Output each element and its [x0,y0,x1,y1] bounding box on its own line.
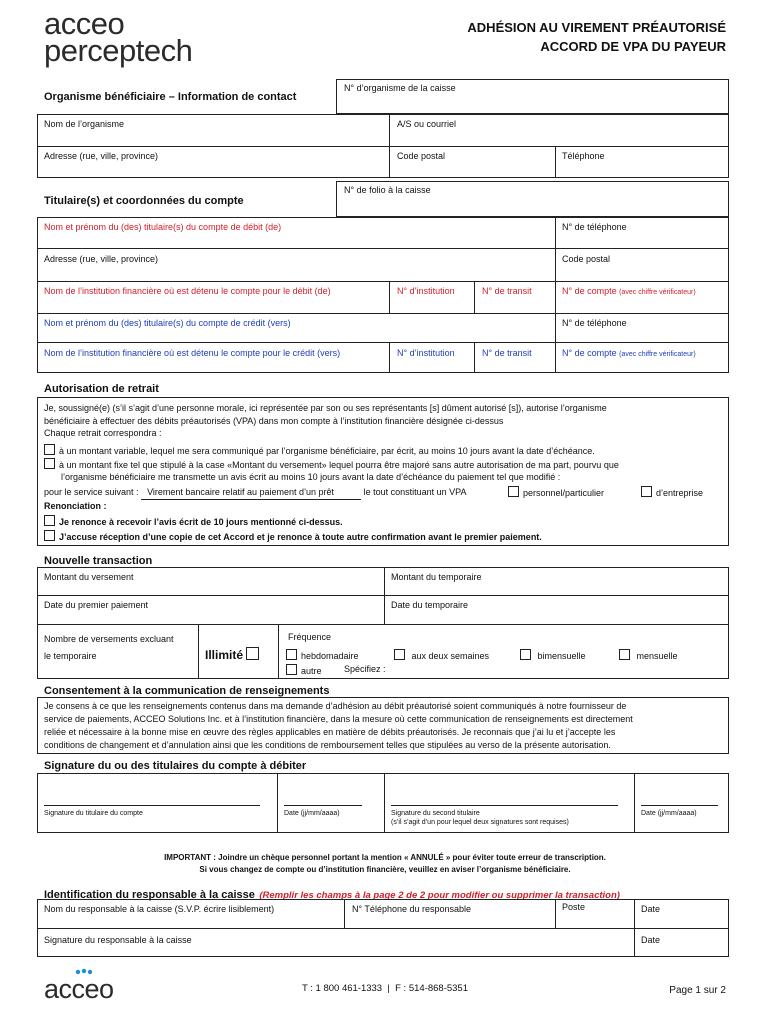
debit-transit-label: N° de transit [482,286,532,296]
semimonthly-label: bimensuelle [537,651,586,661]
responsible-heading: Identification du responsable à la caisse [44,889,255,901]
auth-heading: Autorisation de retrait [44,383,159,395]
credit-transit-label: N° de transit [482,348,532,358]
temp-amount-label: Montant du temporaire [391,572,482,582]
credit-institution-name-label: Nom de l’institution financière où est détenu le compte pour le crédit (vers) [44,348,341,358]
waiver-title: Renonciation : [44,501,107,511]
service-field[interactable] [141,486,361,500]
holder-signature-line[interactable] [44,805,260,806]
org-postal-label: Code postal [397,151,446,161]
fixed-amount-label: à un montant fixe tel que stipulé à la case «Montant du versement» lequel pourra être majoré sans autre autorisation de ma part, pourvu que [59,460,619,470]
responsible-date2-label: Date [641,935,661,945]
important-line-2: Si vous changez de compte ou d’institution financière, veuillez en aviser l’organisme bénéficiaire. [199,865,571,874]
consent-line-3: reliée et nécessaire à la bonne mise en œuvre des règles applicables en matière de débits préautorisés. Je reconnais que j’ai lu et j’accepte les [44,727,616,737]
responsible-note: (Remplir les champs à la page 2 de 2 pour modifier ou supprimer la transaction) [259,890,620,901]
org-contact-label: A/S ou courriel [397,119,457,129]
specify-label: Spécifiez : [344,664,386,674]
footer-contact: T : 1 800 461-1333 | F : 514-868-5351 [301,983,469,994]
first-date-label: Date du premier paiement [44,600,149,610]
unlimited-label: Illimité [205,648,244,662]
personal-label: personnel/particulier [523,488,605,498]
consent-line-4: conditions de changement et d’annulation ainsi que les conditions de remboursement telles que stipulées au verso de la présente autorisation. [44,740,611,750]
debit-institution-number-label: N° d’institution [397,286,455,296]
divider [277,773,278,833]
divider [37,928,729,929]
amount-label: Montant du versement [44,572,134,582]
semimonthly-checkbox[interactable] [520,649,531,660]
date2-line[interactable] [641,805,718,806]
divider [344,899,345,928]
debit-phone-label: N° de téléphone [562,222,627,232]
divider [37,248,729,249]
divider [278,624,279,679]
biweekly-label: aux deux semaines [411,651,490,661]
holder-signature-label: Signature du titulaire du compte [44,810,143,817]
second-signature-label: Signature du second titulaire [391,810,480,817]
monthly-label: mensuelle [636,651,678,661]
logo-line2: perceptech [44,33,193,68]
title-line1: ADHÉSION AU VIREMENT PRÉAUTORISÉ [467,20,726,35]
holder-address-label: Adresse (rue, ville, province) [44,254,159,264]
auth-text [44,402,724,440]
divider [389,281,390,313]
fixed-amount-checkbox[interactable] [44,458,55,469]
service-value: Virement bancaire relatif au paiement d’un prêt [147,487,335,497]
holder-heading: Titulaire(s) et coordonnées du compte [44,195,244,207]
divider [37,595,729,596]
temp-date-label: Date du temporaire [391,600,469,610]
acceo-perceptech-logo [44,6,193,68]
signature-box [37,773,729,833]
variable-amount-label: à un montant variable, lequel me sera communiqué par l’organisme bénéficiaire, par écrit, au moins 10 jours avant la date d’échéance. [59,446,595,456]
auth-option-fixed [44,458,724,472]
account-label: N° de compte [562,348,617,358]
org-name-label: Nom de l’organisme [44,119,125,129]
personal-checkbox[interactable] [508,486,519,497]
unlimited-checkbox[interactable] [246,647,259,660]
business-label: d’entreprise [656,488,704,498]
waiver2-checkbox[interactable] [44,530,55,541]
org-number-label: N° d’organisme de la caisse [344,83,456,93]
waiver-option-1 [44,515,343,529]
monthly-checkbox[interactable] [619,649,630,660]
variable-amount-checkbox[interactable] [44,444,55,455]
waiver2-label: J’accuse réception d’une copie de cet Accord et je renonce à toute autre confirmation avant le premier paiement. [59,532,542,542]
divider [389,114,390,178]
waiver1-checkbox[interactable] [44,515,55,526]
footer-logo-text: acceo [44,974,114,1004]
responsible-phone-label: N° Téléphone du responsable [352,904,472,914]
divider [634,773,635,833]
org-phone-label: Téléphone [562,151,605,161]
service-suffix: le tout constituant un VPA [363,487,467,497]
other-label: autre [301,666,322,676]
divider [634,899,635,957]
biweekly-checkbox[interactable] [394,649,405,660]
debit-holder-label: Nom et prénom du (des) titulaire(s) du compte de débit (de) [44,222,282,232]
waiver1-label: Je renonce à recevoir l’avis écrit de 10 jours mentionné ci-dessus. [59,517,343,527]
business-checkbox[interactable] [641,486,652,497]
credit-holder-label: Nom et prénom du (des) titulaire(s) du compte de crédit (vers) [44,318,291,328]
responsible-name-label: Nom du responsable à la caisse (S.V.P. écrire lisiblement) [44,904,275,914]
important-note [0,852,770,876]
transaction-table [37,567,729,679]
divider [474,342,475,373]
divider [37,313,729,314]
credit-account-label [562,348,696,358]
other-checkbox[interactable] [286,664,297,675]
frequency-label: Fréquence [288,632,332,642]
signature-date-label: Date (jj/mm/aaaa) [284,810,340,817]
auth-intro-3: Chaque retrait correspondra : [44,428,162,438]
page-number: Page 1 sur 2 [669,985,726,996]
transaction-heading: Nouvelle transaction [44,555,153,567]
account-label: N° de compte [562,286,617,296]
weekly-option [286,649,359,661]
credit-institution-number-label: N° d’institution [397,348,455,358]
auth-intro-2: bénéficiaire à effectuer des débits préautorisés (VPA) dans mon compte à l’institution financière désignée ci-dessus [44,415,504,426]
second-signature-line[interactable] [391,805,618,806]
title-line2: ACCORD DE VPA DU PAYEUR [540,39,726,54]
account-note: (avec chiffre vérificateur) [619,351,696,358]
unlimited-option [205,647,263,662]
weekly-label: hebdomadaire [301,651,359,661]
account-note: (avec chiffre vérificateur) [619,289,696,296]
logo-line1: acceo [44,6,125,41]
divider [384,773,385,833]
auth-intro-1: Je, soussigné(e) (s’il s’agit d’une personne morale, ici représentée par son ou ses représentants [s] dûment autorisé [s]), autorise l’organisme [44,403,607,413]
service-line [44,486,724,500]
auth-option-variable [44,444,724,458]
consent-heading: Consentement à la communication de renseignements [44,685,330,697]
debit-institution-name-label: Nom de l’institution financière où est détenu le compte pour le débit (de) [44,286,331,296]
document-title [467,18,726,56]
personal-option [508,486,604,500]
responsible-extension-label: Poste [562,902,586,912]
holder-postal-label: Code postal [562,254,611,264]
monthly-option [619,649,678,661]
service-label: pour le service suivant : [44,487,139,497]
nb-payments-label: Nombre de versements excluant [44,634,174,644]
fixed-amount-label-2: l’organisme bénéficiaire me transmette un avis écrit au moins 10 jours avant la date d’échéance du paiement tel que modifié : [61,472,561,482]
weekly-checkbox[interactable] [286,649,297,660]
waiver-option-2 [44,530,542,544]
important-line-1: IMPORTANT : Joindre un chèque personnel portant la mention « ANNULÉ » pour éviter toute erreur de transcription. [164,853,606,862]
org-address-label: Adresse (rue, ville, province) [44,151,159,161]
divider [389,342,390,373]
divider [555,217,556,373]
credit-phone-label: N° de téléphone [562,318,627,328]
divider [198,624,199,679]
other-option [286,664,322,676]
divider [37,281,729,282]
consent-text [44,700,724,752]
divider [384,567,385,624]
divider [555,146,556,178]
divider [37,146,729,147]
consent-line-2: service de paiements, ACCEO Solutions Inc. et à l’institution financière, dans la mesure où cette communication de renseignements est directement [44,714,633,724]
biweekly-option [394,649,489,661]
divider [37,342,729,343]
folio-label: N° de folio à la caisse [344,185,431,195]
benef-heading: Organisme bénéficiaire – Information de contact [44,91,297,103]
debit-account-label [562,286,696,296]
nb-payments-label-2: le temporaire [44,651,97,661]
divider [555,899,556,928]
semimonthly-option [520,649,586,661]
divider [474,281,475,313]
divider [37,624,729,625]
signature-date2-label: Date (jj/mm/aaaa) [641,810,697,817]
consent-line-1: Je consens à ce que les renseignements contenus dans ma demande d’adhésion au débit préautorisé soient communiqués à notre fournisseur de [44,701,627,711]
business-option [641,486,703,500]
responsible-date-label: Date [641,904,661,914]
responsible-signature-label: Signature du responsable à la caisse [44,935,192,945]
date-line[interactable] [284,805,362,806]
second-signature-note: (s’il s’agit d’un pour lequel deux signatures sont requises) [391,819,569,826]
signature-heading: Signature du ou des titulaires du compte à débiter [44,760,307,772]
